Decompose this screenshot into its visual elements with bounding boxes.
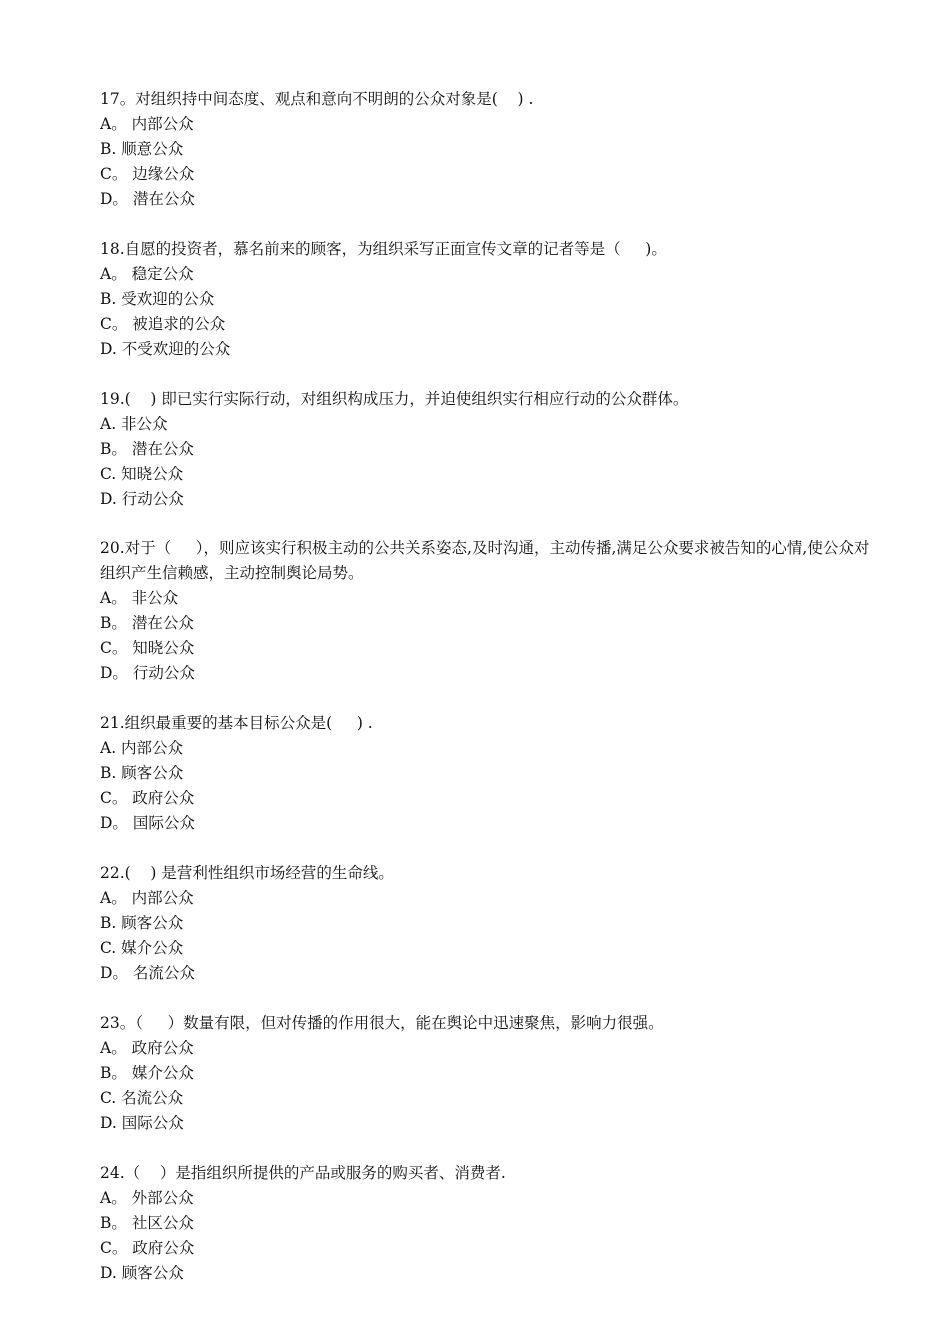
question-18	[100, 237, 870, 362]
option-a: A。 内部公众	[100, 115, 194, 133]
option-d: D. 不受欢迎的公众	[100, 339, 231, 358]
document-page	[100, 87, 870, 1310]
option-b: B. 顺意公众	[100, 140, 184, 158]
option-a: A。 政府公众	[100, 1038, 194, 1057]
option-a: A. 非公众	[100, 414, 168, 433]
question-19	[100, 387, 870, 512]
option-b: B. 顾客公众	[100, 913, 184, 932]
question-stem: 20.对于（ ），则应该实行积极主动的公共关系姿态,及时沟通，主动传播,满足公众要求被告知的心情,使公众对组织产生信赖感，主动控制舆论局势。	[100, 539, 870, 583]
question-stem: 23。（ ）数量有限，但对传播的作用很大，能在舆论中迅速聚焦，影响力很强。	[100, 1013, 664, 1032]
option-a: A。 稳定公众	[100, 264, 194, 283]
option-c: C. 知晓公众	[100, 464, 184, 483]
option-b: B. 顾客公众	[100, 764, 184, 783]
option-b: B。 媒介公众	[100, 1063, 194, 1082]
option-d: D。 国际公众	[100, 814, 195, 833]
option-b: B。 潜在公众	[100, 439, 194, 458]
question-20	[100, 536, 870, 686]
question-21	[100, 711, 870, 836]
option-d: D. 顾客公众	[100, 1263, 184, 1282]
option-c: C. 媒介公众	[100, 938, 184, 957]
option-d: D. 国际公众	[100, 1113, 184, 1132]
option-d: D。 潜在公众	[100, 190, 195, 208]
question-stem: 21.组织最重要的基本目标公众是( ) .	[100, 714, 373, 733]
option-d: D。 名流公众	[100, 963, 195, 982]
option-d: D。 行动公众	[100, 664, 195, 683]
option-c: C。 政府公众	[100, 1238, 195, 1257]
option-c: C. 名流公众	[100, 1088, 184, 1107]
question-stem: 17。对组织持中间态度、观点和意向不明朗的公众对象是( ) .	[100, 90, 534, 108]
option-c: C。 知晓公众	[100, 639, 195, 658]
question-stem: 24.（ ）是指组织所提供的产品或服务的购买者、消费者.	[100, 1163, 506, 1182]
option-a: A. 内部公众	[100, 739, 184, 758]
question-17	[100, 87, 870, 212]
question-22	[100, 861, 870, 986]
question-23	[100, 1011, 870, 1136]
option-a: A。 外部公众	[100, 1188, 194, 1207]
question-stem: 19.( ) 即已实行实际行动，对组织构成压力，并迫使组织实行相应行动的公众群体。	[100, 389, 689, 408]
option-d: D. 行动公众	[100, 489, 184, 508]
option-b: B。 潜在公众	[100, 614, 194, 633]
question-stem: 18.自愿的投资者，慕名前来的顾客，为组织采写正面宣传文章的记者等是（ )。	[100, 239, 667, 258]
option-a: A。 内部公众	[100, 888, 194, 907]
option-c: C。 被追求的公众	[100, 314, 226, 333]
question-stem: 22.( ) 是营利性组织市场经营的生命线。	[100, 863, 394, 882]
option-b: B。 社区公众	[100, 1213, 194, 1232]
option-b: B. 受欢迎的公众	[100, 289, 215, 308]
question-24	[100, 1161, 870, 1286]
option-c: C。 政府公众	[100, 789, 195, 808]
option-c: C。 边缘公众	[100, 165, 195, 183]
option-a: A。 非公众	[100, 589, 179, 608]
